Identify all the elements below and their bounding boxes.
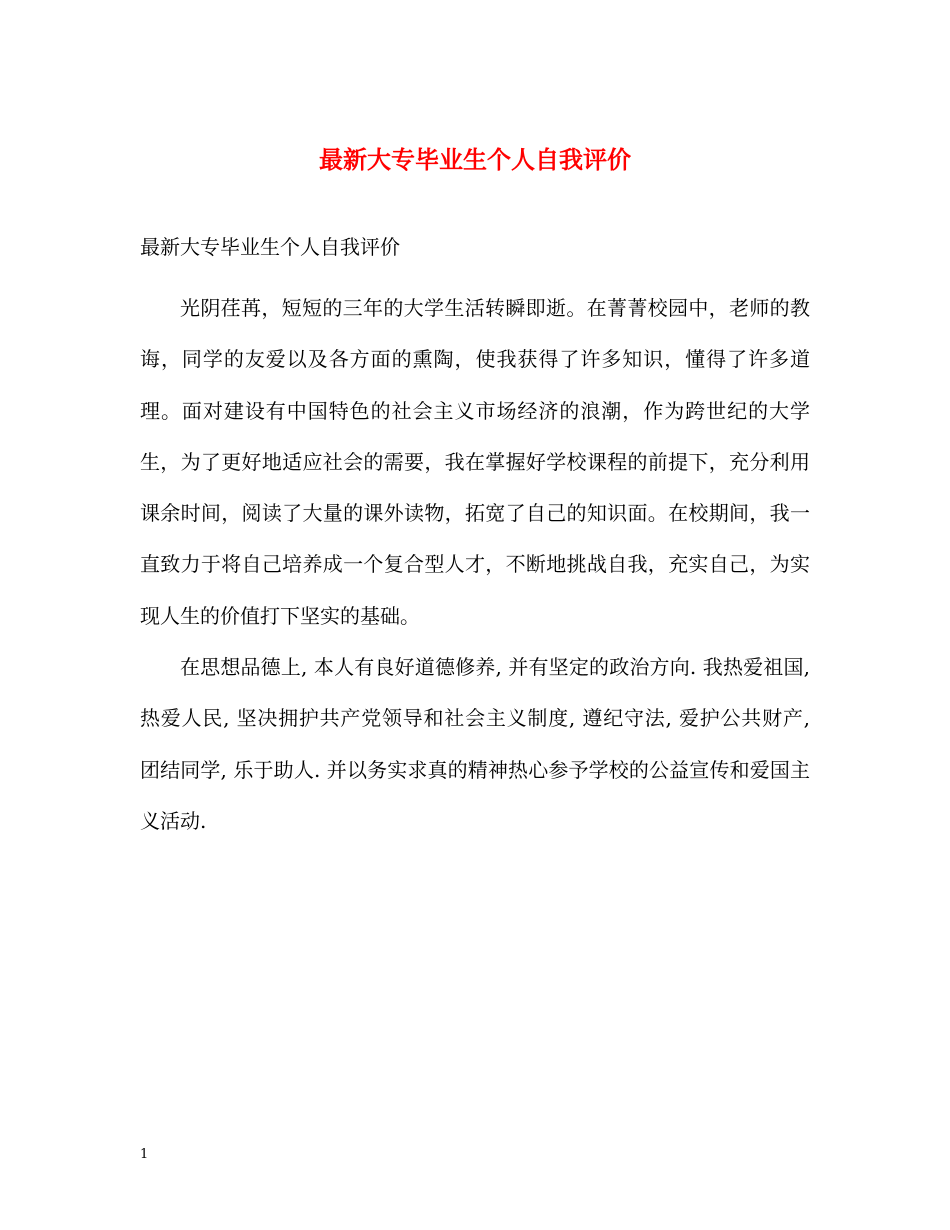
document-body bbox=[140, 283, 810, 847]
document-title: 最新大专毕业生个人自我评价 bbox=[319, 145, 631, 174]
page-number: 1 bbox=[140, 1147, 149, 1162]
paragraph-2: 在思想品德上, 本人有良好道德修养, 并有坚定的政治方向. 我热爱祖国, 热爱人民, 坚决拥护共产党领导和社会主义制度, 遵纪守法, 爱护公共财产, 团结同学, 乐于助人. 并以务实求真的精神热心参予学校的公益宣传和爱国主义活动. bbox=[140, 655, 810, 833]
document-subtitle: 最新大专毕业生个人自我评价 bbox=[140, 235, 400, 259]
paragraph-1: 光阴荏苒，短短的三年的大学生活转瞬即逝。在菁菁校园中，老师的教诲，同学的友爱以及各方面的熏陶，使我获得了许多知识，懂得了许多道理。面对建设有中国特色的社会主义市场经济的浪潮，作为跨世纪的大学生，为了更好地适应社会的需要，我在掌握好学校课程的前提下，充分利用课余时间，阅读了大量的课外读物，拓宽了自己的知识面。在校期间，我一直致力于将自己培养成一个复合型人才，不断地挑战自我，充实自己，为实现人生的价值打下坚实的基础。 bbox=[140, 296, 810, 628]
